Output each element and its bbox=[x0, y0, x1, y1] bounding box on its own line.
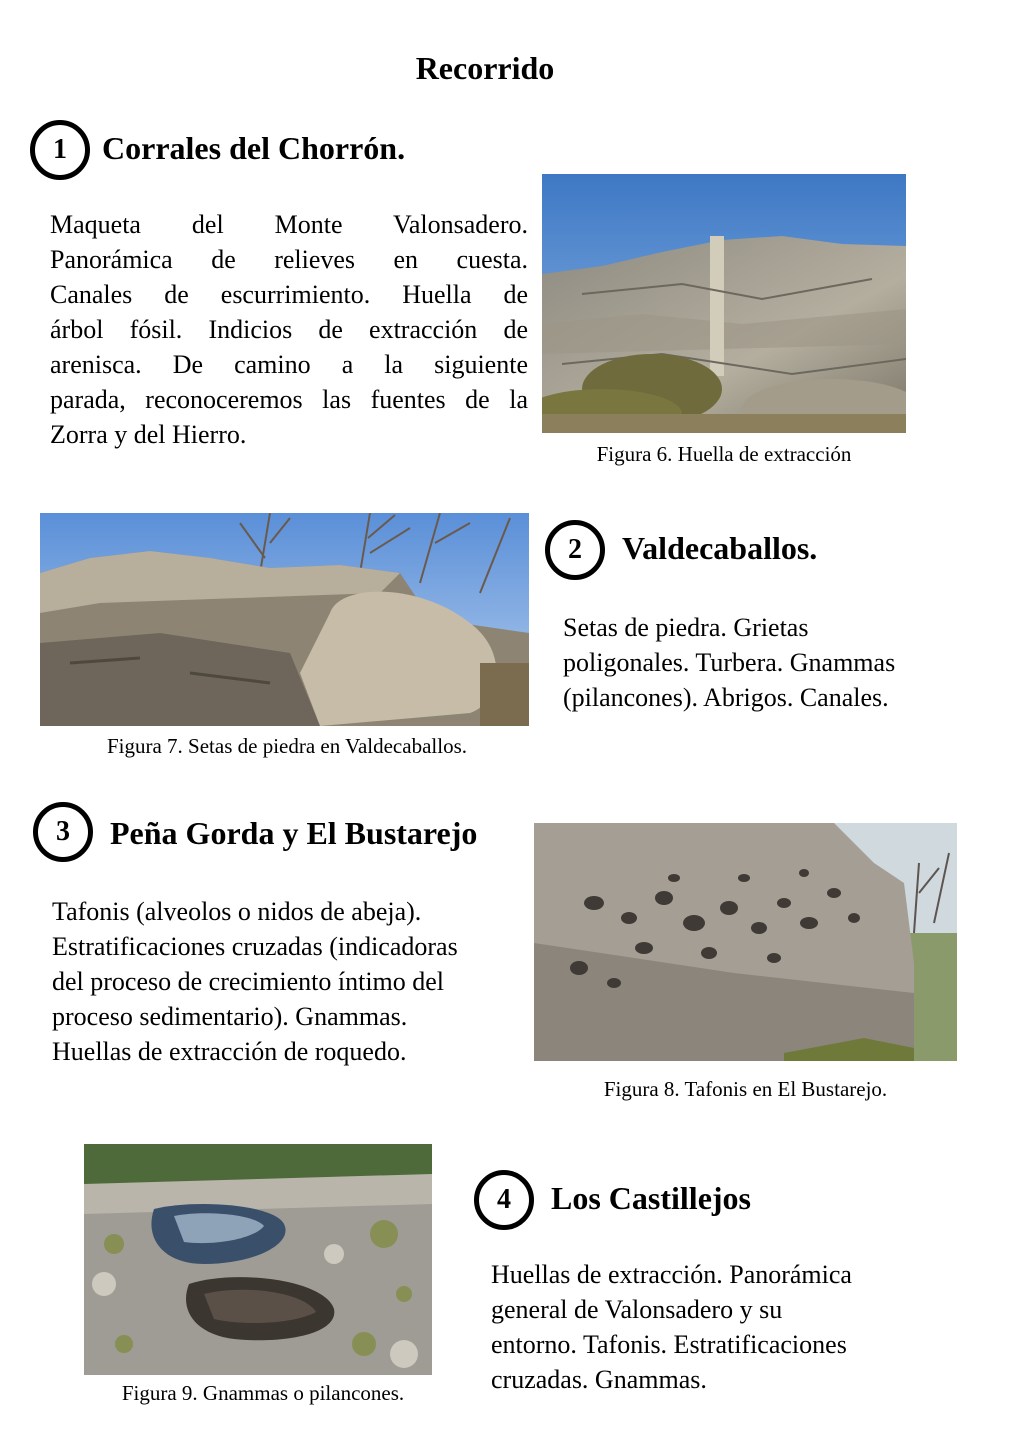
description-line: general de Valonsadero y su bbox=[491, 1295, 783, 1324]
description-line: entorno. Tafonis. Estratificaciones bbox=[491, 1330, 847, 1359]
stop-description bbox=[50, 207, 528, 452]
description-line: Huellas de extracción. Panorámica bbox=[491, 1260, 852, 1289]
figure-caption: Figura 8. Tafonis en El Bustarejo. bbox=[603, 1077, 888, 1101]
stop-heading: Valdecaballos. bbox=[622, 530, 818, 566]
photo-gnammas bbox=[84, 1144, 432, 1375]
stop-description bbox=[491, 1257, 961, 1397]
description-line: (pilancones). Abrigos. Canales. bbox=[563, 683, 889, 712]
figure-caption: Figura 7. Setas de piedra en Valdecaballos. bbox=[106, 734, 467, 758]
description-line: Huellas de extracción de roquedo. bbox=[52, 1037, 407, 1066]
figure-caption: Figura 6. Huella de extracción bbox=[596, 442, 852, 466]
photo-stone-mushrooms bbox=[40, 513, 529, 726]
description-line: Zorra y del Hierro. bbox=[50, 420, 247, 449]
photo-tafoni-rock bbox=[534, 823, 957, 1061]
description-line: cruzadas. Gnammas. bbox=[491, 1365, 707, 1394]
description-line: Estratificaciones cruzadas (indicadoras bbox=[52, 932, 458, 961]
figure-caption: Figura 9. Gnammas o pilancones. bbox=[121, 1381, 405, 1405]
stop-description bbox=[563, 610, 963, 715]
description-line: árbol fósil. Indicios de extracción de bbox=[50, 315, 528, 344]
page-title: Recorrido bbox=[415, 50, 555, 86]
photo-rock-extraction bbox=[542, 174, 906, 433]
stop-number-badge: 4 bbox=[474, 1170, 534, 1230]
description-line: arenisca. De camino a la siguiente bbox=[50, 350, 528, 379]
stop-number-badge: 1 bbox=[30, 120, 90, 180]
description-line: Canales de escurrimiento. Huella de bbox=[50, 280, 528, 309]
stop-number-badge: 2 bbox=[545, 520, 605, 580]
stop-heading: Peña Gorda y El Bustarejo bbox=[110, 815, 478, 851]
description-line: poligonales. Turbera. Gnammas bbox=[563, 648, 896, 677]
description-line: Tafonis (alveolos o nidos de abeja). bbox=[52, 897, 422, 926]
description-line: Maqueta del Monte Valonsadero. bbox=[50, 210, 528, 239]
description-line: proceso sedimentario). Gnammas. bbox=[52, 1002, 408, 1031]
stop-heading: Los Castillejos bbox=[551, 1180, 751, 1216]
description-line: Setas de piedra. Grietas bbox=[563, 613, 809, 642]
stop-heading: Corrales del Chorrón. bbox=[102, 130, 406, 166]
stop-description bbox=[52, 894, 522, 1069]
description-line: Panorámica de relieves en cuesta. bbox=[50, 245, 528, 274]
description-line: del proceso de crecimiento íntimo del bbox=[52, 967, 445, 996]
description-line: parada, reconoceremos las fuentes de la bbox=[50, 385, 528, 414]
stop-number-badge: 3 bbox=[33, 802, 93, 862]
